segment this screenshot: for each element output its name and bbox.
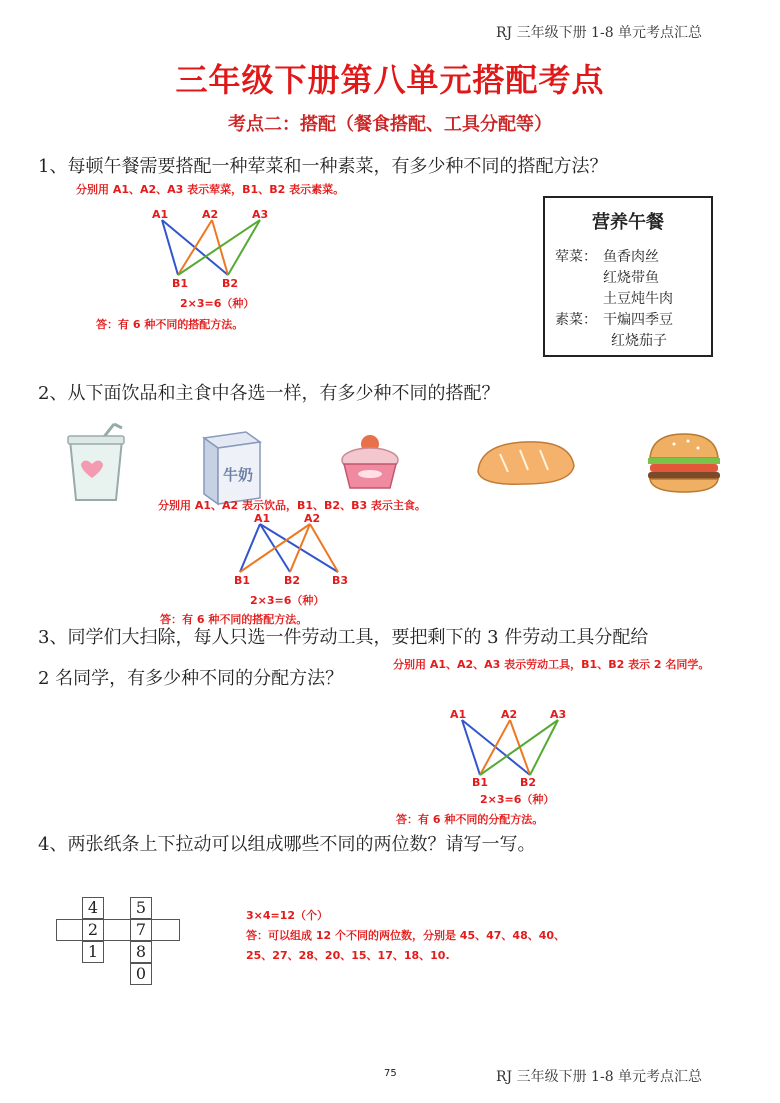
cupcake-image: [332, 428, 412, 498]
q2-formula: 2×3=6（种）: [250, 594, 325, 607]
q2-label-b2: B2: [284, 574, 301, 587]
q3-answer: 答：有 6 种不同的分配方法。: [396, 813, 544, 826]
menu-veg-label: 素菜：: [555, 312, 597, 328]
q1-question: 1、每顿午餐需要搭配一种荤菜和一种素菜，有多少种不同的搭配方法？: [38, 156, 608, 177]
q2-label-b1: B1: [234, 574, 251, 587]
q1-label-a1: A1: [152, 208, 169, 221]
q3-label-b1: B1: [472, 776, 489, 789]
milk-label: 牛奶: [223, 466, 254, 484]
drink-cup-image: [62, 420, 132, 505]
q1-formula: 2×3=6（种）: [180, 297, 255, 310]
menu-meat-label: 荤菜：: [555, 249, 597, 265]
menu-meat-3: 土豆炖牛肉: [603, 291, 673, 307]
menu-meat-2: 红烧带鱼: [603, 270, 659, 286]
right-strip-cell: 7: [130, 919, 152, 941]
page-subtitle: 考点二：搭配（餐食搭配、工具分配等）: [228, 114, 552, 135]
q4-answer-line2: 25、27、28、20、15、17、18、10.: [246, 949, 450, 962]
q3-question-line1: 3、同学们大扫除，每人只选一件劳动工具，要把剩下的 3 件劳动工具分配给: [38, 627, 649, 648]
q1-note: 分别用 A1、A2、A3 表示荤菜，B1、B2 表示素菜。: [76, 183, 345, 196]
q2-note: 分别用 A1、A2 表示饮品，B1、B2、B3 表示主食。: [158, 499, 426, 512]
q3-note: 分别用 A1、A2、A3 表示劳动工具，B1、B2 表示 2 名同学。: [393, 658, 710, 671]
left-strip-cell: 2: [82, 919, 104, 941]
q1-label-a3: A3: [252, 208, 269, 221]
q1-label-b2: B2: [222, 277, 239, 290]
q3-label-a1: A1: [450, 708, 467, 721]
menu-title: 营养午餐: [592, 212, 664, 233]
q2-label-a2: A2: [304, 512, 321, 525]
q1-label-b1: B1: [172, 277, 189, 290]
horizontal-band: [56, 919, 180, 941]
q2-label-b3: B3: [332, 574, 349, 587]
page-title: 三年级下册第八单元搭配考点: [175, 61, 605, 99]
right-strip-cell: 0: [130, 963, 152, 985]
q1-diagram: [140, 205, 300, 295]
right-strip-cell: 5: [130, 897, 152, 919]
menu-veg-1: 干煸四季豆: [603, 312, 673, 328]
footer-text: RJ 三年级下册 1-8 单元考点汇总: [496, 1069, 703, 1085]
q3-diagram: [440, 700, 580, 790]
menu-meat-1: 鱼香肉丝: [603, 249, 659, 265]
right-strip-cell: 8: [130, 941, 152, 963]
bread-image: [470, 432, 580, 492]
q3-label-a3: A3: [550, 708, 567, 721]
q2-answer: 答：有 6 种不同的搭配方法。: [160, 613, 308, 626]
q4-answer-line1: 答：可以组成 12 个不同的两位数，分别是 45、47、48、40、: [246, 929, 566, 942]
q2-label-a1: A1: [254, 512, 271, 525]
number-strips: [56, 897, 180, 993]
q4-formula: 3×4=12（个）: [246, 909, 329, 922]
q1-answer: 答：有 6 种不同的搭配方法。: [96, 318, 244, 331]
q3-formula: 2×3=6（种）: [480, 793, 555, 806]
header-text: RJ 三年级下册 1-8 单元考点汇总: [496, 25, 703, 41]
q3-label-b2: B2: [520, 776, 537, 789]
left-strip-cell: 1: [82, 941, 104, 963]
q1-label-a2: A2: [202, 208, 219, 221]
q4-question: 4、两张纸条上下拉动可以组成哪些不同的两位数？请写一写。: [38, 834, 536, 855]
q3-question-line2: 2 名同学，有多少种不同的分配方法？: [38, 668, 344, 689]
q3-label-a2: A2: [501, 708, 518, 721]
q2-question: 2、从下面饮品和主食中各选一样，有多少种不同的搭配？: [38, 383, 500, 404]
q2-diagram: [222, 510, 362, 590]
left-strip-cell: 4: [82, 897, 104, 919]
page-number: 75: [384, 1068, 397, 1079]
lunch-menu-box: [543, 196, 713, 357]
menu-veg-2: 红烧茄子: [611, 333, 667, 349]
burger-image: [644, 430, 724, 495]
